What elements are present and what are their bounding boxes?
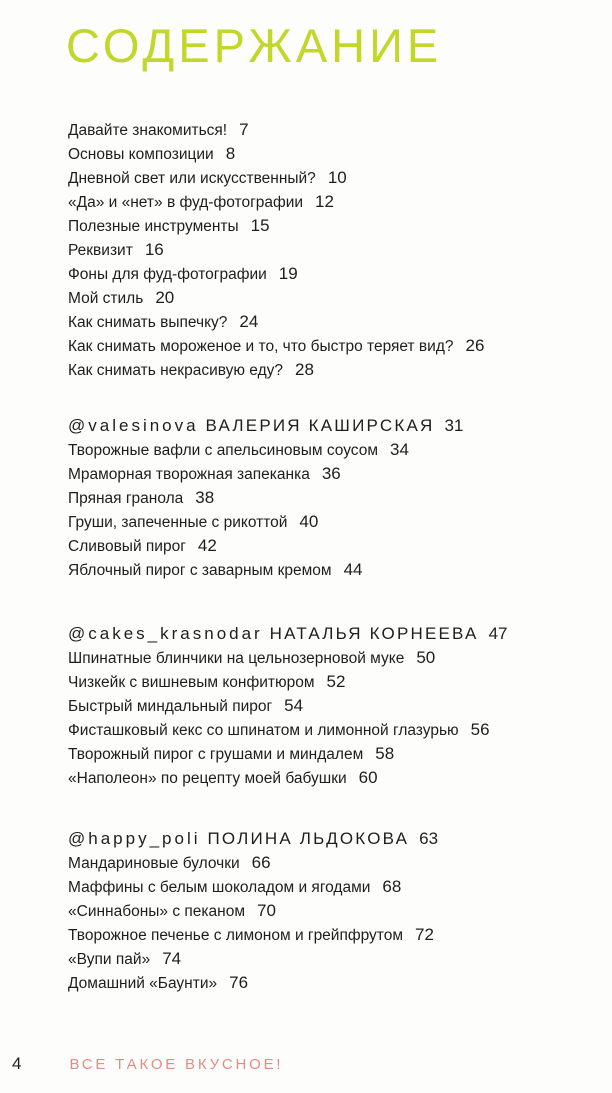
running-title: ВСЕ ТАКОЕ ВКУСНОЕ! — [69, 1056, 284, 1073]
toc-entry-text: Шпинатные блинчики на цельнозерновой муке — [68, 650, 405, 667]
toc-entry — [68, 334, 608, 358]
toc-entry-page: 52 — [326, 672, 346, 691]
toc-entry-page: 58 — [375, 744, 395, 763]
toc-entry — [68, 851, 608, 875]
toc-entry-page: 28 — [295, 360, 314, 379]
toc-entry-page: 34 — [390, 440, 409, 459]
toc-entry-text: Быстрый миндальный пирог — [68, 698, 273, 715]
toc-entry-page: 12 — [315, 192, 334, 211]
toc-entry-text: Как снимать мороженое и то, что быстро теряет вид? — [68, 338, 454, 355]
toc-entry — [68, 166, 608, 190]
toc-entry-page: 42 — [197, 536, 217, 555]
toc-entry-page: 10 — [327, 168, 347, 187]
section-heading — [68, 622, 608, 646]
author-name: ПОЛИНА ЛЬДОКОВА — [207, 829, 410, 848]
toc-entry-page: 7 — [239, 120, 249, 139]
toc-entry-text: Домашний «Баунти» — [68, 975, 218, 992]
toc-entry-page: 68 — [382, 877, 402, 896]
page-title: СОДЕРЖАНИЕ — [66, 19, 443, 72]
toc-entry-text: «Наполеон» по рецепту моей бабушки — [68, 770, 347, 787]
toc-entry — [68, 875, 608, 899]
section-page: 31 — [444, 416, 464, 435]
toc-entry — [68, 190, 608, 214]
toc-entry-text: Фоны для фуд-фотографии — [68, 266, 267, 283]
toc-entry — [68, 310, 608, 334]
toc-entry — [68, 462, 608, 486]
toc-entry-text: Давайте знакомиться! — [68, 122, 228, 139]
toc-entry-text: Чизкейк с вишневым конфитюром — [68, 674, 315, 691]
toc-entry-page: 74 — [162, 949, 182, 968]
toc-entry-page: 54 — [284, 696, 304, 715]
toc-entry — [68, 118, 608, 142]
toc-entry-page: 66 — [251, 853, 271, 872]
toc-entry-text: Реквизит — [68, 242, 133, 259]
toc-entry-page: 19 — [278, 264, 298, 283]
toc-entry — [68, 486, 608, 510]
toc-entry-text: Как снимать выпечку? — [68, 314, 228, 331]
toc-entry-page: 26 — [465, 336, 485, 355]
toc-entry-page: 70 — [257, 901, 276, 920]
toc-entry — [68, 947, 608, 971]
toc-entry-text: Творожный пирог с грушами и миндалем — [68, 746, 364, 763]
toc-intro-list — [68, 118, 608, 382]
toc-entry — [68, 718, 608, 742]
page-footer — [12, 1054, 283, 1074]
toc-entry-text: Мой стиль — [68, 290, 144, 307]
toc-entry-page: 40 — [299, 512, 319, 531]
section-page: 63 — [419, 829, 439, 848]
page-number: 4 — [12, 1054, 22, 1073]
toc-entry-text: Мандариновые булочки — [68, 855, 240, 872]
toc-entry-text: Фисташковый кекс со шпинатом и лимонной глазурью — [68, 722, 459, 739]
toc-entry-page: 76 — [229, 973, 249, 992]
toc-entry — [68, 358, 608, 382]
toc-entry-text: Полезные инструменты — [68, 218, 239, 235]
toc-entry-text: «Вупи пай» — [68, 951, 151, 968]
toc-entry-text: Пряная гранола — [68, 490, 184, 507]
section-heading — [68, 414, 608, 438]
toc-entry — [68, 766, 608, 790]
toc-entry — [68, 142, 608, 166]
toc-entry-page: 72 — [415, 925, 434, 944]
toc-entry-text: Маффины с белым шоколадом и ягодами — [68, 879, 371, 896]
author-handle: @cakes_krasnodar — [68, 624, 263, 643]
author-name: НАТАЛЬЯ КОРНЕЕВА — [269, 624, 479, 643]
toc-entry-page: 8 — [225, 144, 236, 163]
toc-entry — [68, 646, 608, 670]
author-name: ВАЛЕРИЯ КАШИРСКАЯ — [205, 416, 435, 435]
toc-entry — [68, 238, 608, 262]
toc-entry-page: 15 — [250, 216, 270, 235]
toc-section-valesinova — [68, 414, 608, 582]
toc-entry-page: 38 — [195, 488, 215, 507]
toc-entry-text: Сливовый пирог — [68, 538, 186, 555]
toc-entry-page: 16 — [144, 240, 164, 259]
toc-entry — [68, 286, 608, 310]
toc-entry — [68, 899, 608, 923]
toc-entry — [68, 262, 608, 286]
toc-entry — [68, 742, 608, 766]
author-handle: @happy_poli — [68, 829, 201, 848]
toc-entry-page: 24 — [239, 312, 259, 331]
toc-entry-text: «Да» и «нет» в фуд-фотографии — [68, 194, 304, 211]
toc-entry-text: Груши, запеченные с рикоттой — [68, 514, 288, 531]
toc-entry-text: Основы композиции — [68, 146, 214, 163]
toc-entry — [68, 438, 608, 462]
toc-entry-page: 60 — [358, 768, 378, 787]
toc-entry — [68, 534, 608, 558]
toc-entry-text: Дневной свет или искусственный? — [68, 170, 316, 187]
toc-entry — [68, 670, 608, 694]
toc-entry — [68, 923, 608, 947]
toc-entry-page: 56 — [470, 720, 490, 739]
toc-entry-page: 44 — [343, 560, 363, 579]
toc-entry-text: «Синнабоны» с пеканом — [68, 903, 245, 920]
toc-entry — [68, 510, 608, 534]
toc-entry-page: 36 — [321, 464, 341, 483]
toc-entry-text: Творожные вафли с апельсиновым соусом — [68, 442, 378, 459]
toc-entry-text: Как снимать некрасивую еду? — [68, 362, 284, 379]
toc-section-happy-poli — [68, 827, 608, 995]
toc-entry-page: 50 — [416, 648, 436, 667]
toc-entry — [68, 558, 608, 582]
toc-entry — [68, 971, 608, 995]
author-handle: @valesinova — [68, 416, 199, 435]
toc-entry-text: Творожное печенье с лимоном и грейпфрутом — [68, 927, 404, 944]
section-page: 47 — [488, 624, 508, 643]
toc-entry — [68, 694, 608, 718]
toc-section-cakes-krasnodar — [68, 622, 608, 790]
toc-entry-page: 20 — [155, 288, 175, 307]
toc-entry-text: Мраморная творожная запеканка — [68, 466, 310, 483]
section-heading — [68, 827, 608, 851]
toc-entry-text: Яблочный пирог с заварным кремом — [68, 562, 332, 579]
toc-entry — [68, 214, 608, 238]
